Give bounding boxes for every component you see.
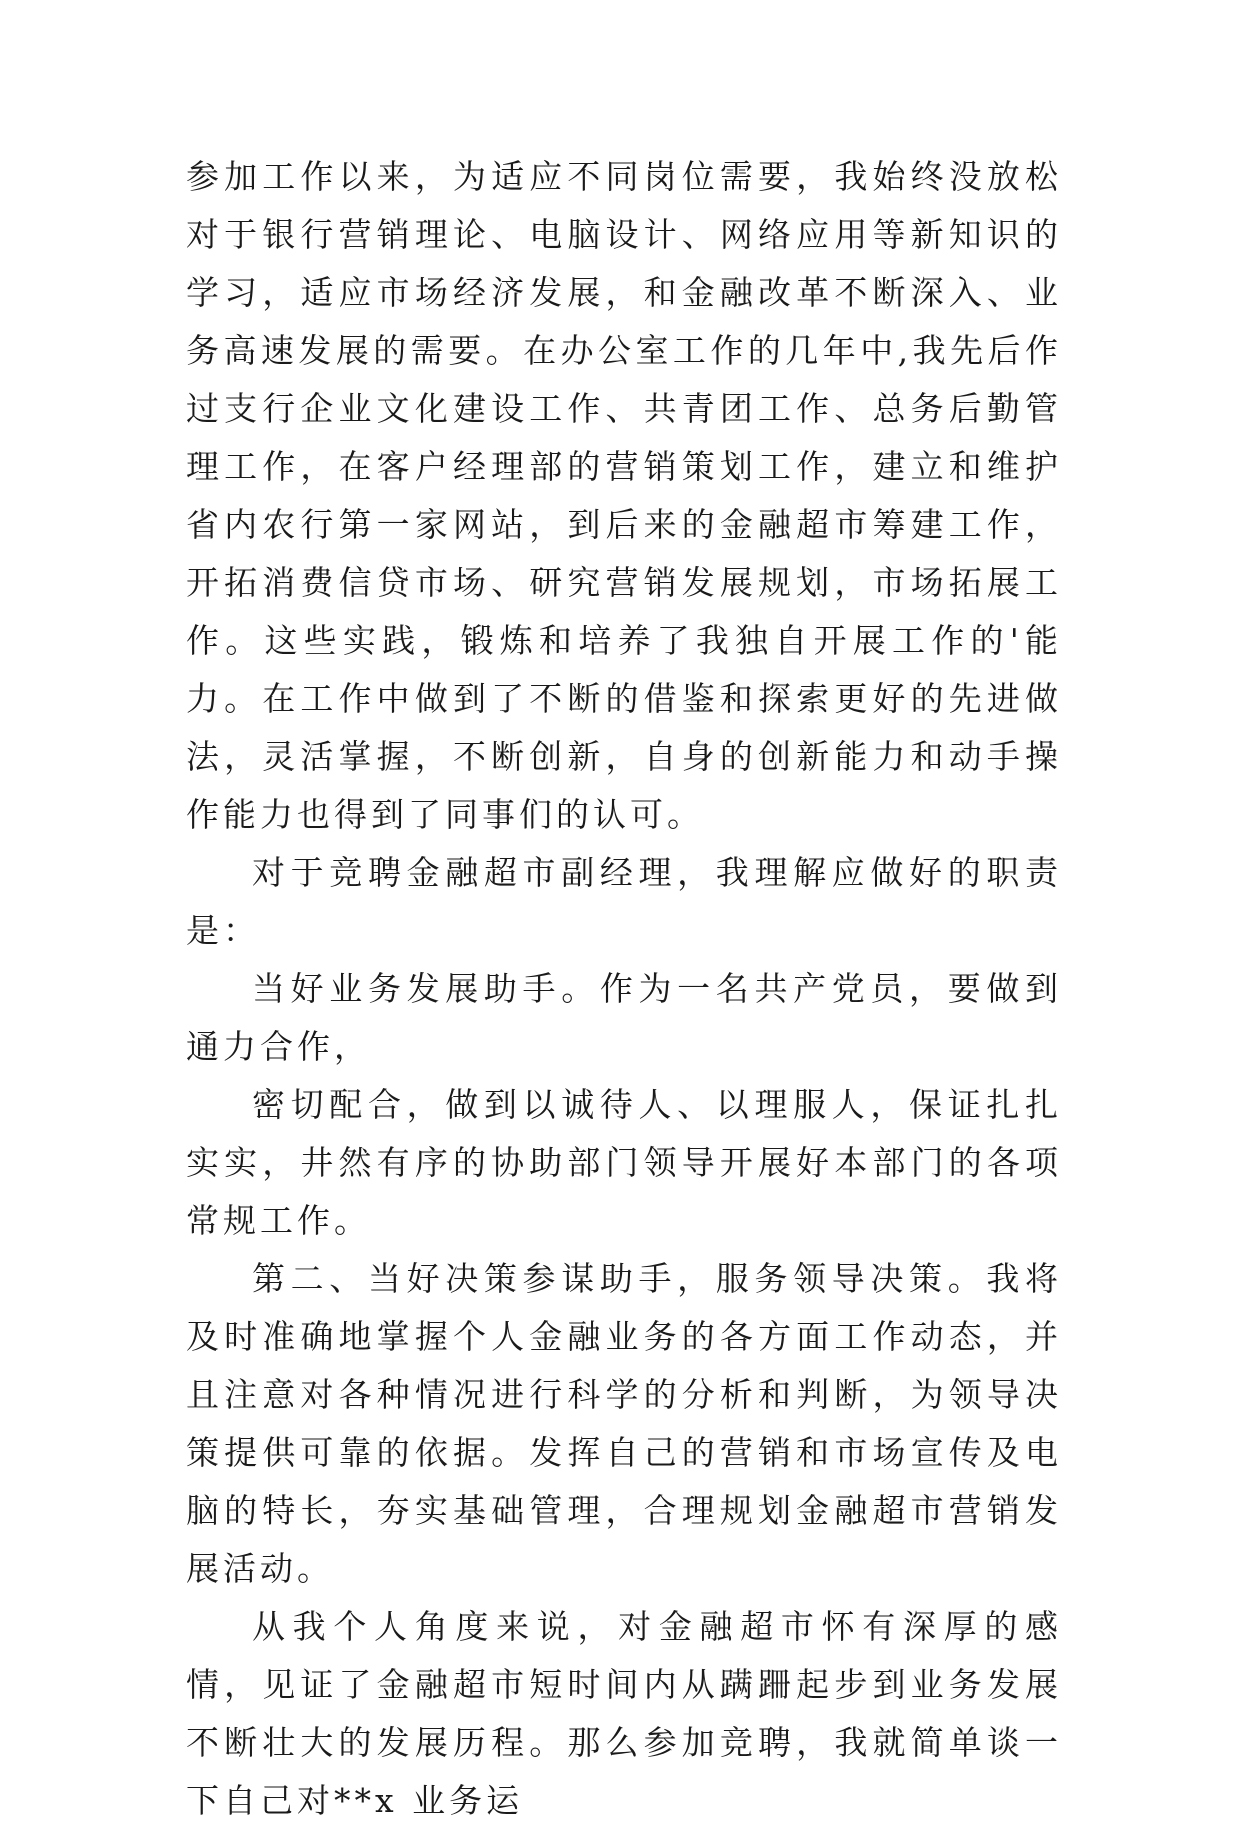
paragraph-business-assistant: 当好业务发展助手。作为一名共产党员，要做到通力合作， [186,969,1062,1066]
paragraph-personal-view: 从我个人角度来说，对金融超市怀有深厚的感情，见证了金融超市短时间内从蹒跚起步到业务发展不断壮大的发展历程。那么参加竞聘，我就简单谈一下自己对**x 业务运 [186,1607,1062,1820]
paragraph-work-experience: 参加工作以来，为适应不同岗位需要，我始终没放松对于银行营销理论、电脑设计、网络应用等新知识的学习，适应市场经济发展，和金融改革不断深入、业务高速发展的需要。在办公室工作的几年中,我先后作过支行企业文化建设工作、共青团工作、总务后勤管理工作，在客户经理部的营销策划工作，建立和维护省内农行第一家网站，到后来的金融超市筹建工作，开拓消费信贷市场、研究营销发展规划，市场拓展工作。这些实践，锻炼和培养了我独自开展工作的'能力。在工作中做到了不断的借鉴和探索更好的先进做法，灵活掌握，不断创新，自身的创新能力和动手操作能力也得到了同事们的认可。 [186,157,1062,834]
paragraph-duties-intro: 对于竞聘金融超市副经理，我理解应做好的职责是： [186,853,1062,950]
paragraph-cooperation: 密切配合，做到以诚待人、以理服人，保证扎扎实实，井然有序的协助部门领导开展好本部门的各项常规工作。 [186,1085,1062,1240]
document-body [186,148,1062,1830]
paragraph-decision-assistant: 第二、当好决策参谋助手，服务领导决策。我将及时准确地掌握个人金融业务的各方面工作动态，并且注意对各种情况进行科学的分析和判断，为领导决策提供可靠的依据。发挥自己的营销和市场宣传及电脑的特长，夯实基础管理，合理规划金融超市营销发展活动。 [186,1259,1062,1588]
